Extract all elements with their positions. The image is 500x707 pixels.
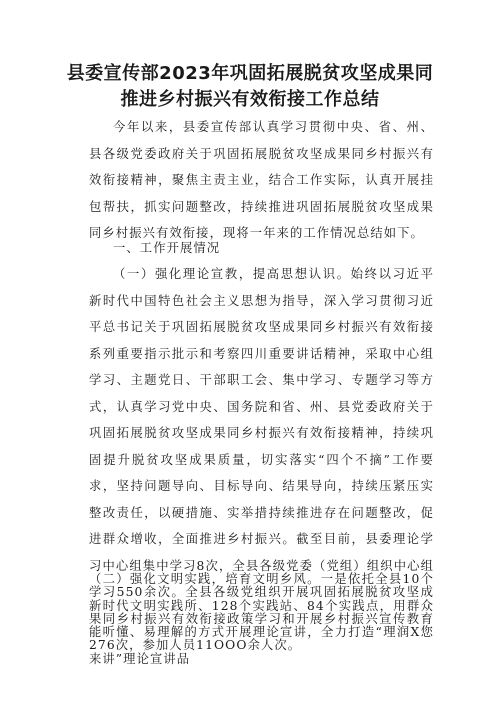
civilization-practice-paragraph: （二）强化文明实践，培育文明乡风。一是依托全县10个新时代文明实践所、128个实践站、84个实践点，用群众能听懂、易理解的方式开展理论宣讲，全力打造“理润X您来讲”理论宣讲品 <box>89 572 434 666</box>
theory-education-paragraph: （一）强化理论宣教，提高思想认识。始终以习近平新时代中国特色社会主义思想为指导，深入学习贯彻习近平总书记关于巩固拓展脱贫攻坚成果同乡村振兴有效衔接系列重要指示批示和考察四川重要讲话精神，采取中心组学习、主题党日、干部职工会、集中学习、专题学习等方式，认真学习党中央、国务院和省、州、县党委政府关于巩固拓展脱贫攻坚成果同乡村振兴有效衔接精神，持续巩固提升脱贫攻坚成果质量，切实落实“四个不摘”工作要求，坚持问题导向、目标导向、结果导向，持续压紧压实整改责任，以硬措施、实举措持续推进存在问题整改，促进群众增收，全面推进乡村振兴。截至目前，县委理论学习中心组集中学习8次，全县各级党委（党组）组织中心组学习550余次。全县各级党组织开展巩固拓展脱贫攻坚成果同乡村振兴有效衔接政策学习和开展乡村振兴宣传教育276次，参加人员11OOO余人次。 <box>89 267 434 652</box>
document-title-line-2: 推进乡村振兴有效衔接工作总结 <box>120 89 380 110</box>
section-heading: 一、工作开展情况 <box>113 241 221 255</box>
intro-paragraph: 今年以来，县委宣传部认真学习贯彻中央、省、州、县各级党委政府关于巩固拓展脱贫攻坚成果同乡村振兴有效衔接精神，聚焦主责主业，结合工作实际，认真开展挂包帮扶，抓实问题整改，持续推进巩固拓展脱贫攻坚成果同乡村振兴有效衔接，现将一年来的工作情况总结如下。 <box>89 120 434 240</box>
document-title-line-1: 县委宣传部2023年巩固拓展脱贫攻坚成果同 <box>66 63 434 84</box>
